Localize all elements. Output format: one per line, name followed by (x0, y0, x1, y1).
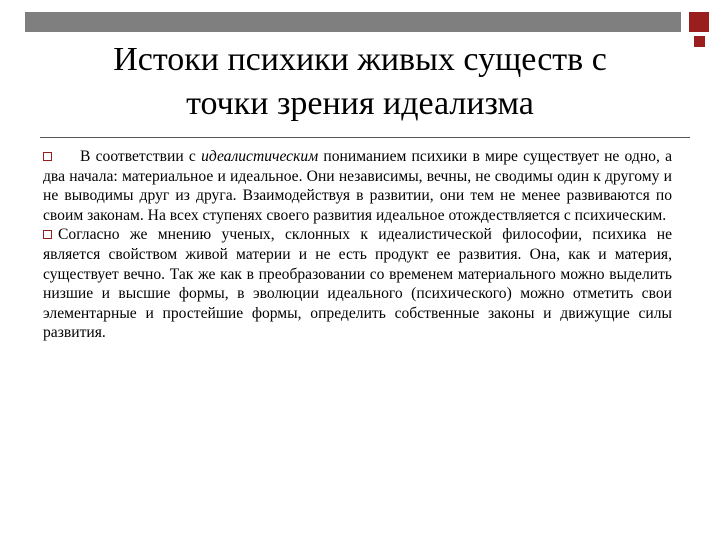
square-bullet-icon (43, 152, 52, 161)
paragraph-1-italic-term: идеалистическим (201, 148, 319, 165)
bullet-paragraph-2 (43, 225, 672, 343)
paragraph-1-text-rest: пониманием психики в мире существует не одно, а два начала: материальное и идеальное. Они независимы, вечны, не сводимы один к другому и не выводимы друг из друга. Взаимодействуя в развитии, они тем не менее развиваются по своим законам. На всех ступенях своего развития идеальное отождествляется с психическим. (43, 148, 672, 224)
bullet-paragraph-1 (43, 147, 672, 225)
paragraph-1-text-start: В соответствии с (80, 148, 202, 165)
title-line-1: Истоки психики живых существ с (113, 41, 607, 78)
square-bullet-icon (43, 230, 52, 239)
slide-body (43, 147, 672, 343)
title-line-2: точки зрения идеализма (186, 85, 534, 122)
decorative-top-bar (25, 12, 681, 32)
paragraph-2-text: Согласно же мнению ученых, склонных к идеалистической философии, психика не является свойством живой материи и не есть продукт ее развития. Она, как и материя, существует вечно. Так же как в преобразовании со временем материального можно выделить низшие и высшие формы, в эволюции идеального (психического) можно отметить свои элементарные и простейшие формы, определить собственные законы и движущие силы развития. (43, 226, 672, 342)
corner-square-large (689, 12, 709, 32)
corner-square-small (694, 36, 705, 47)
slide-title (40, 38, 680, 126)
title-divider (40, 137, 690, 138)
